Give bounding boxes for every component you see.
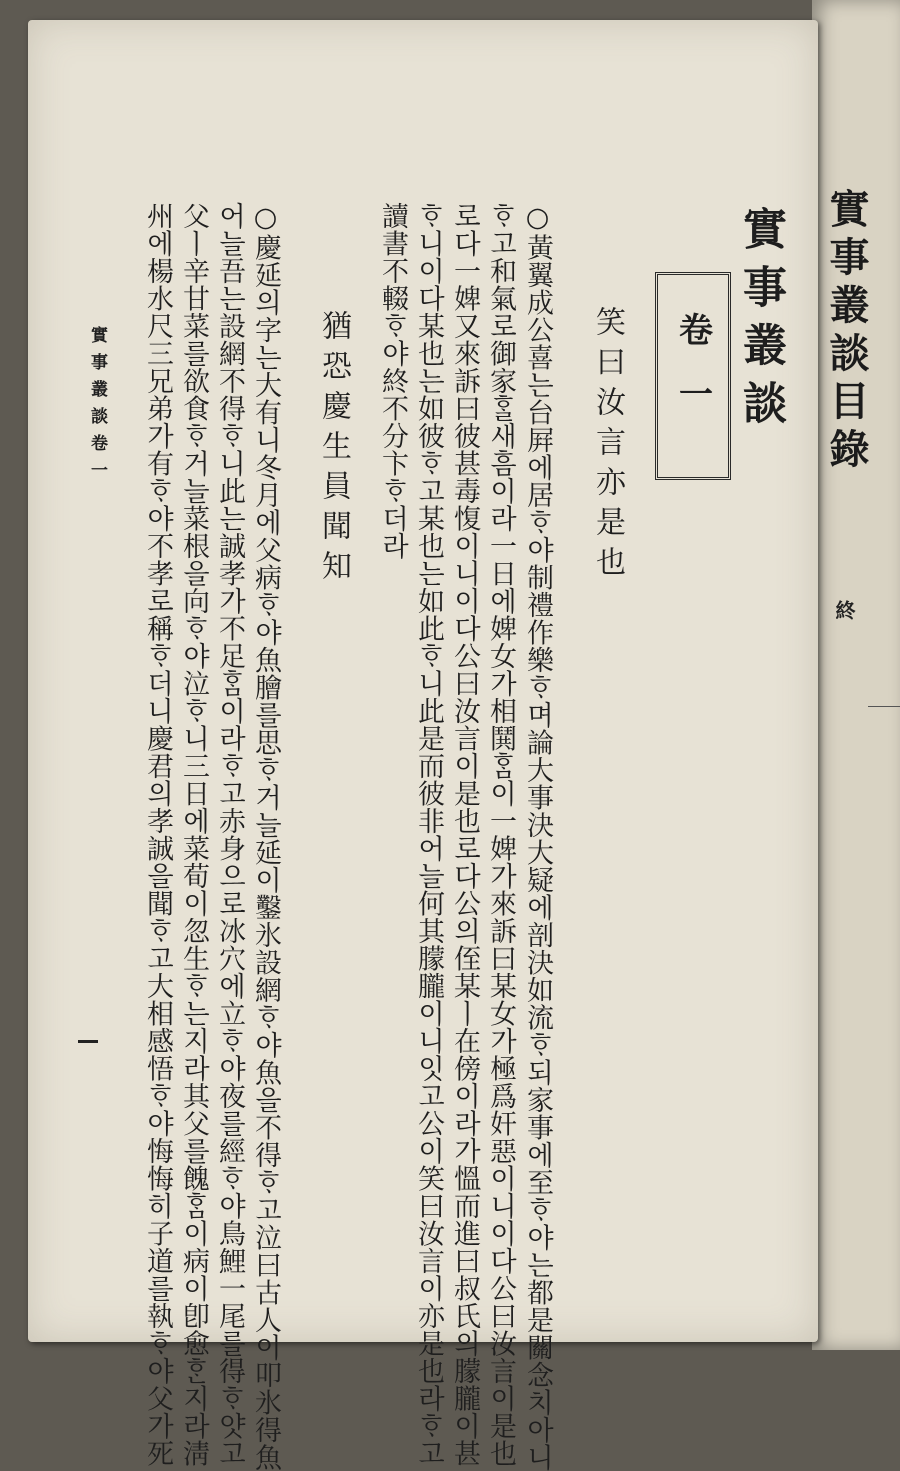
text-column: ᄒᆞ고和氣로御家ᄒᆞᆯ새흠이라一日에婢女가相鬨ᄒᆞᆷ이一婢가來訴曰某女가極爲奸惡이니이다公曰汝言이是也 <box>485 202 516 1467</box>
folio <box>78 1040 98 1043</box>
running-head: 實事叢談卷一 <box>87 326 107 488</box>
text-column: 어늘吾는設網不得ᄒᆞ니此는誠孝가不足ᄒᆞᆷ이라ᄒᆞ고赤身으로冰穴에立ᄒᆞ야夜를經ᄒᆞ야鳥鯉一尾를得ᄒᆞ얏고 <box>214 202 245 1467</box>
volume-box <box>655 272 731 480</box>
volume-label: 卷一 <box>672 312 713 440</box>
story-heading-1: 笑曰汝言亦是也 <box>590 306 625 586</box>
text-column: 로다一婢又來訴曰彼甚毒愎이니이다公曰汝言이是也로다公의侄某ㅣ在傍이라가慍而進曰叔氏의朦朧이甚 <box>449 202 480 1467</box>
facing-page-title: 實事叢談目錄 <box>823 188 870 476</box>
text-column: ○慶延의字는大有니冬月에父病ᄒᆞ야魚膾를思ᄒᆞ거늘延이鑿氷設網ᄒᆞ야魚을不得ᄒᆞ고泣曰古人이叩氷得魚 <box>250 202 281 1471</box>
facing-page-suffix: 終 <box>832 600 856 620</box>
book-title: 實事叢談 <box>735 206 786 438</box>
text-column: 州에楊水尺三兄弟가有ᄒᆞ야不孝로稱ᄒᆞ더니慶君의孝誠을聞ᄒᆞ고大相感悟ᄒᆞ야悔悔히子道를執ᄒᆞ야父가死 <box>142 202 173 1467</box>
text-column: ○黃翼成公喜는台屛에居ᄒᆞ야制禮作樂ᄒᆞ며論大事決大疑에剖決如流ᄒᆞ되家事에至ᄒᆞ야는都是關念치아니 <box>522 202 553 1471</box>
text-column: ᄒᆞ니이다某也는如彼ᄒᆞ고某也는如此ᄒᆞ니此是而彼非어늘何其朦朧이니잇고公이笑曰汝言이亦是也라ᄒᆞ고 <box>413 202 444 1467</box>
text-column: 父ㅣ辛甘菜를欲食ᄒᆞ거늘菜根을向ᄒᆞ야泣ᄒᆞ니三日에菜荀이忽生ᄒᆞ는지라其父를餽ᄒᆞᆷ이病이卽愈ᄒᆞᆫ지라淸 <box>178 202 209 1467</box>
story-heading-2: 猶恐慶生員聞知 <box>316 310 351 590</box>
facing-page-rule <box>868 706 900 707</box>
text-column: 讀書不輟ᄒᆞ야終不分卞ᄒᆞ더라 <box>377 202 408 560</box>
